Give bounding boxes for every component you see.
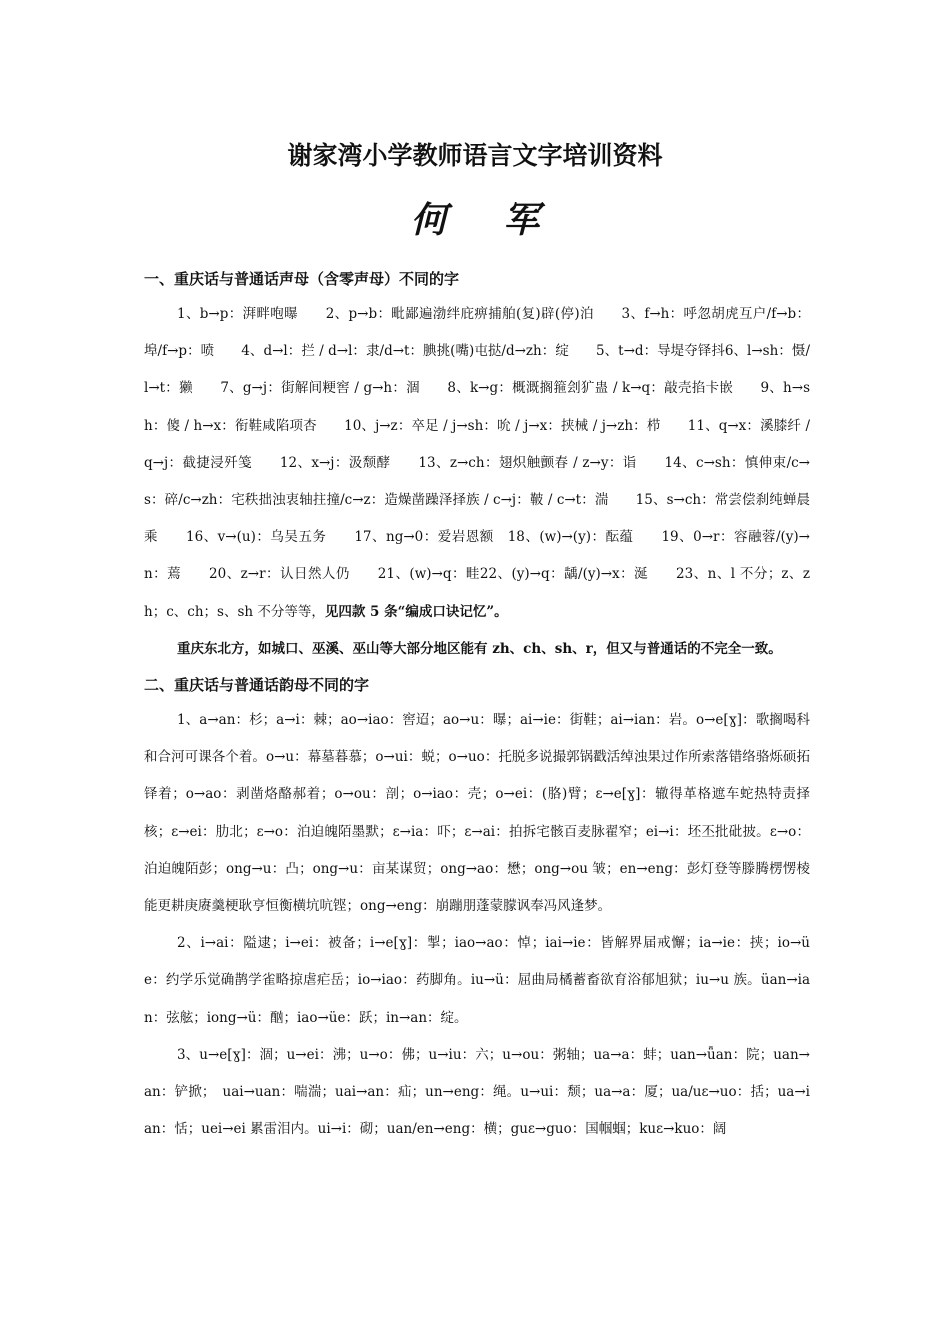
paragraph-initials bbox=[144, 296, 810, 631]
paragraph-finals-3: 3、u→e[ɣ]：涸；u→ei：沸；u→o：佛；u→iu：六；u→ou：粥轴；ua→a：蚌；uan→ǖan：院；uan→an：铲掀； uai→uan：喘湍；uai→an：疝；un→eng：绳。u→ui：颓；ua→a：厦；ua/uɛ→uo：括；ua→ian：恬；uei→ei 累雷泪内。ui→i：砌；uan/en→eng：横；guɛ→guo：国帼蝈；kuɛ→kuo：阔 bbox=[144, 1046, 810, 1138]
section-heading-finals: 二、重庆话与普通话韵母不同的字 bbox=[144, 676, 370, 695]
paragraph-finals-2: 2、i→ai：隘逮；i→ei：被备；i→e[ɣ]：掣；iao→ao：悼；iai→ie：皆解界届戒懈；ia→ie：挟；io→üe：约学乐觉确鹊学雀略掠虐疟岳；io→iao：药脚角。iu→ü：屈曲局橘蓄畜欲育浴郁旭狱；iu→u 族。üan→ian：弦舷；iong→ü：酗；iao→üe：跃；in→an：绽。 bbox=[144, 935, 810, 1026]
paragraph-northeast-note: 重庆东北方，如城口、巫溪、巫山等大部分地区能有 zh、ch、sh、r，但又与普通话的不完全一致。 bbox=[177, 640, 782, 657]
paragraph-finals-1: 1、a→an：杉；a→i：棘；ao→iao：窖迢；ao→u：曝；ai→ie：街鞋；ai→ian：岩。o→e[ɣ]：歌搁喝科和合河可课各个着。o→u：幕墓暮慕；o→ui：蜕；o→uo：托脱多说撮郭锅戳活绰浊果过作所索落错络骆烁硕拓铎着；o→ao：剥凿烙酪郝着；o→ou：剖；o→iao：壳；o→ei：(胳)臂；ɛ→e[ɣ]：辙得革格遮车蛇热特责择核；ɛ→ei：肋北；ɛ→o：泊迫魄陌墨默；ɛ→ia：吓；ɛ→ai：拍拆宅骸百麦脉翟窄；ei→i：坯丕批砒披。ɛ→o：泊迫魄陌彭；ong→u：凸；ong→u：亩某谋贸；ong→ao：懋；ong→ou 皱；en→eng：彭灯登等滕腾楞愣棱能更耕庚赓羹梗耿亨恒衡横坑吭铿；ong→eng：崩蹦朋蓬蒙朦讽奉冯风逢梦。 bbox=[144, 712, 810, 915]
paragraph-initials-text: 1、b→p：湃畔咆曝 2、p→b：毗鄙遍渤绊庇痹捕舶(复)辟(停)泊 3、f→h：呼忽胡虎互户/f→b：埠/f→p：喷 4、d→l：拦 / d→l：隶/d→t：腆挑(嘴)屯挞/d→zh：绽 5、t→d：导堤夺铎抖6、l→sh：慑/ l→t：獭 7、g→j：街解间粳窖 / g→h：涸 8、k→g：概溉搁箍刽犷蛊 / k→q：敲壳掐卡嵌 9、h→sh：傻 / h→x：衔鞋咸陷项杏 10、j→z：卒足 / j→sh：吮 / j→x：挟械 / j→zh：栉 11、q→x：溪膝纤 / q→j：截捷浸歼笺 12、x→j：汲颓酵 13、z→ch：翅炽触颤春 / z→y：诣 14、c→sh：慎伸束/c→s：碎/c→zh：宅秩拙浊衷轴拄撞/c→z：造燥凿躁泽择族 / c→j：鞁 / c→t：湍 15、s→ch：常尝偿刹纯蝉晨乘 16、v→(u)：乌吴五务 17、ng→0：爱岩恩额 18、(w)→(y)：酝蕴 19、0→r：容融蓉/(y)→n：蔫 20、z→r：认日然人仍 21、(w)→q：畦22、(y)→q：龋/(y)→x：涎 23、n、l 不分；z、zh；c、ch；s、sh 不分等等， bbox=[144, 306, 810, 620]
section-heading-initials: 一、重庆话与普通话声母（含零声母）不同的字 bbox=[144, 270, 460, 288]
paragraph-initials-note: 见四款 5 条“编成口诀记忆”。 bbox=[324, 603, 508, 620]
document-title: 谢家湾小学教师语言文字培训资料 bbox=[287, 141, 663, 170]
document-body bbox=[144, 262, 810, 1148]
author-name: 何 军 bbox=[410, 199, 562, 241]
